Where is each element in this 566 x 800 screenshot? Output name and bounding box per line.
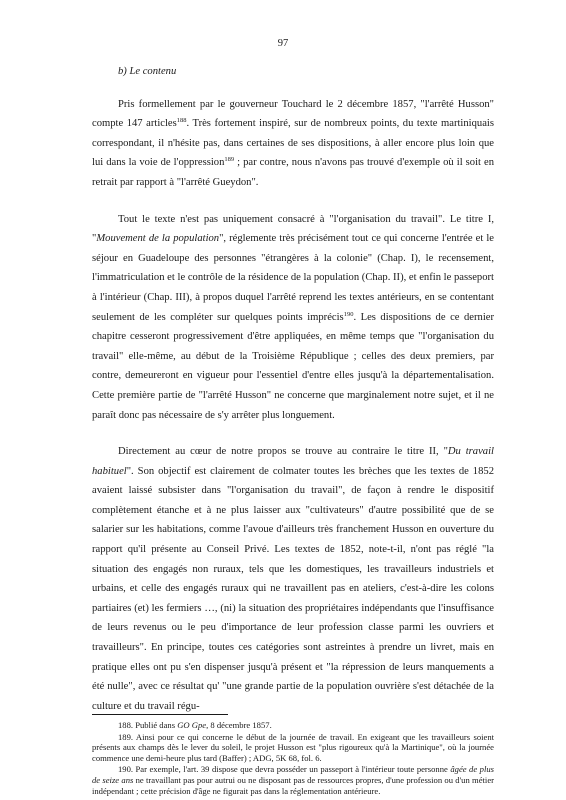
text-run: , 8 décembre 1857. (206, 720, 272, 730)
text-run: ". Son objectif est clairement de colmater toutes les brèches que les textes de 1852 avaient laissé subsister dans "l'organisation du travail", de façon à rendre le dispositif complètement étanche et à ne plus laisser aux "cultivateurs" d'autre possibilité que de se salarier sur les habitations, comme l'avoue d'ailleurs très franchement Husson en ouverture du rapport qu'il présente au Conseil Privé. Les textes de 1852, note-t-il, n'ont pas réglé "la situation des engagés non ruraux, tels que les domestiques, les travailleurs industriels et urbains, et celle des engagés ruraux qui ne travaillent pas en ateliers, c'est-à-dire les colons partiaires (et) les fermiers …, (ni) la situation des propriétaires indépendants que l'insuffisance de leurs revenus ou le peu d'importance de leur profession classe parmi les ouvriers et travailleurs". En principe, toutes ces catégories sont astreintes à prendre un livret, mais en pratique elles ont pu s'en dispenser jusqu'à présent et "la répression de leurs manquements a été nulle", avec ce résultat qu' "une grande partie de la population ouvrière s'est détachée de la culture et du travail régu- (92, 465, 494, 712)
italic-text: GO Gpe (177, 720, 207, 730)
text-run: 190. Par exemple, l'art. 39 dispose que devra posséder un passeport à l'intérieur toute personne (118, 764, 451, 775)
text-run: Tout le texte n'est pas uniquement consacré à "l'organisation du travail". Le titre I, " (92, 213, 494, 245)
paragraph-1 (92, 95, 494, 193)
text-run: . Très fortement inspiré, sur de nombreux points, du texte martiniquais correspondant, il n'hésite pas, dans certaines de ses dispositions, à aller encore plus loin que lui dans la voie de l'oppression (92, 118, 494, 169)
main-text (92, 62, 494, 716)
footnote-190 (92, 764, 494, 796)
italic-text: Du travail habituel (92, 446, 494, 477)
footnote-188 (92, 720, 494, 731)
text-run: . Les dispositions de ce dernier chapitre cesseront progressivement d'être appliquées, en même temps que "l'organisation du travail" elle-même, au début de la Troisième République ; celles des deux premiers, par contre, demeureront en vigueur pour l'essentiel d'entre elles jusqu'à la départementalisation. Cette première partie de "l'arrêté Husson" ne concerne que marginalement notre sujet, et il ne paraît donc pas nécessaire de s'y arrêter plus longuement. (92, 311, 494, 421)
text-run: ; par contre, nous n'avons pas trouvé d'exemple où il soit en retrait par rapport à "l'arrêté Gueydon". (92, 157, 494, 188)
footnote-separator (92, 714, 228, 715)
italic-text: Mouvement de la population (96, 233, 220, 245)
text-run: Directement au cœur de notre propos se trouve au contraire le titre II, " (118, 446, 448, 458)
footnote-ref: 188 (176, 117, 187, 125)
paragraph-2 (92, 210, 494, 426)
footnotes (92, 720, 494, 797)
text-run: Pris formellement par le gouverneur Touchard le 2 décembre 1857, "l'arrêté Husson" compte 147 articles (92, 98, 494, 130)
section-heading: b) Le contenu (118, 66, 177, 77)
footnote-189 (92, 732, 494, 764)
paragraph-3 (92, 442, 494, 716)
italic-text: âgée de plus de seize ans (92, 764, 494, 785)
text-run: ne travaillant pas pour autrui ou ne disposant pas de ressources propres, d'une profession ou d'un métier indépendant ; cette précision d'âge ne figurait pas dans la réglementation antérieure. (92, 774, 494, 796)
footnote-ref: 189 (224, 156, 235, 164)
footnote-ref: 190 (343, 310, 354, 318)
text-run: 189. Ainsi pour ce qui concerne le début de la journée de travail. En exigeant que les travailleurs soient présents aux champs dès le lever du soleil, le projet Husson est "plus rigoureux qu'à la Martinique", où la journée commence une demi-heure plus tard (Baffer) ; ADG, 5K 68, fol. 6. (92, 731, 494, 763)
text-run: 188. Publié dans (118, 720, 178, 730)
page-number: 97 (277, 38, 289, 49)
text-run: ", réglemente très précisément tout ce qui concerne l'entrée et le séjour en Guadeloupe des personnes "étrangères à la colonie" (Chap. I), le recensement, l'immatriculation et le contrôle de la résidence de la population (Chap. II), et enfin le passeport à l'intérieur (Chap. III), à propos duquel l'arrêté reprend les textes antérieurs, en se contentant seulement de les compléter sur quelques points imprécis (92, 233, 494, 323)
